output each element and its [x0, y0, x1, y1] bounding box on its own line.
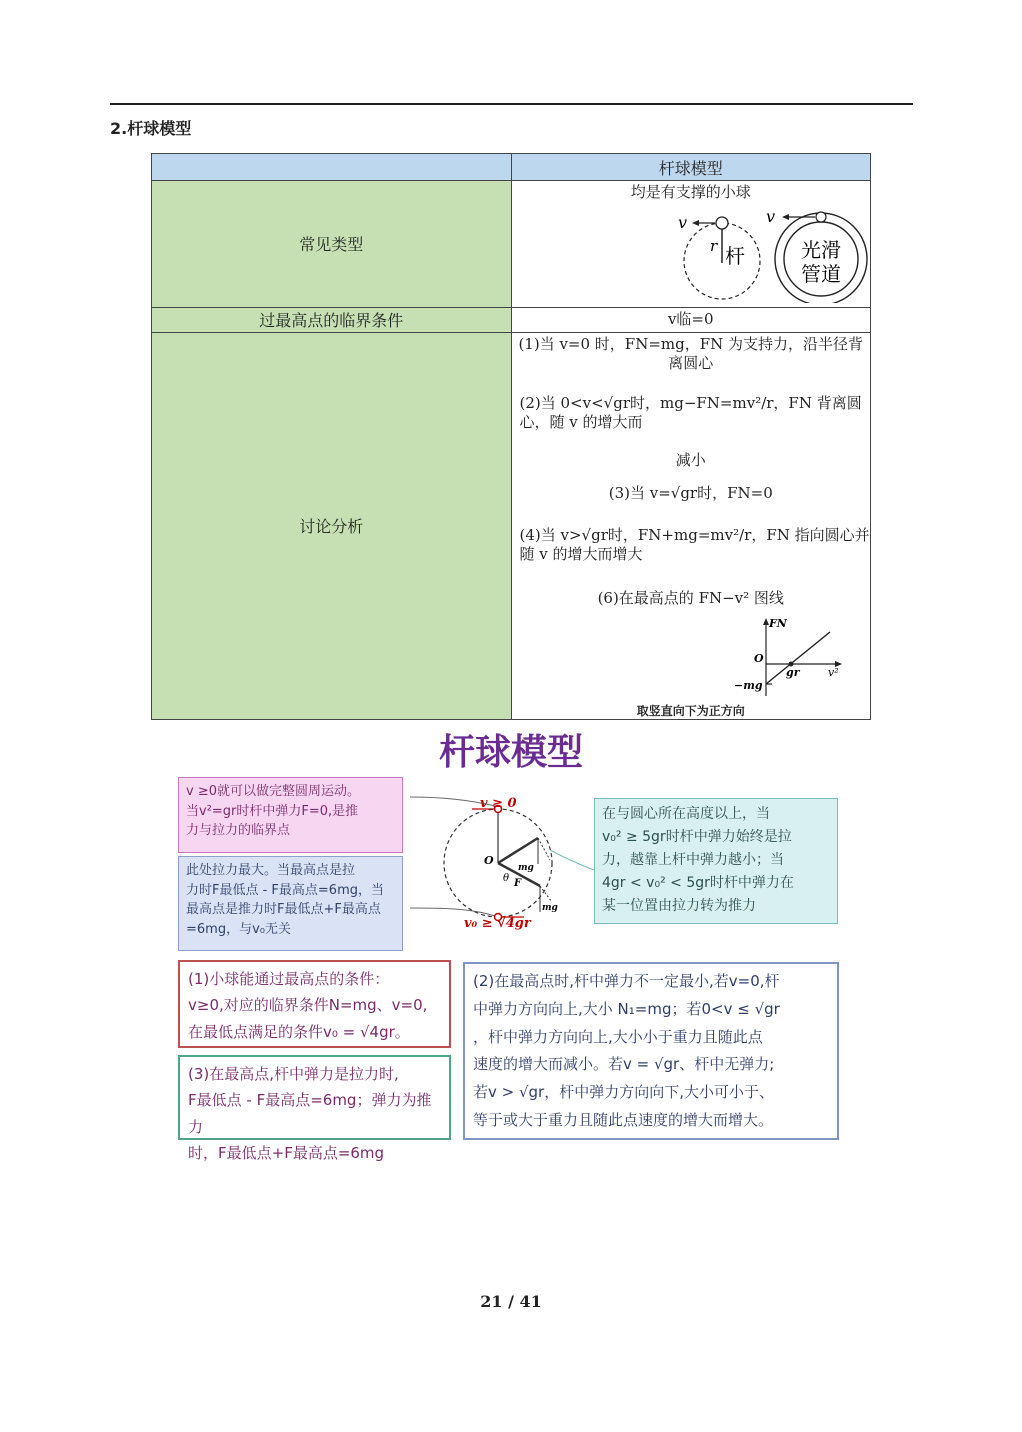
analysis-line-1: (1)当 v=0 时，FN=mg，FN 为支持力，沿半径背离圆心 [518, 334, 864, 372]
note-blue-line: 力时F最低点 - F最高点=6mg，当 [186, 882, 384, 898]
note-teal-line: v₀² ≥ 5gr时杆中弹力始终是拉 [602, 829, 792, 846]
analysis-line-5: (6)在最高点的 FN−v² 图线 [597, 588, 784, 607]
note-pink [178, 777, 403, 853]
rod-r-label: r [709, 236, 717, 255]
table-header: 杆球模型 [511, 154, 871, 181]
force-label: F [514, 878, 522, 889]
note-pink-line: 当v²=gr时杆中弹力F=0,是推 [186, 803, 359, 819]
pipe-word-1: 光滑 [800, 237, 841, 262]
note-blue-line: 此处拉力最大。当最高点是拉 [186, 863, 356, 878]
note-top-force [463, 962, 839, 1140]
analysis-cell [511, 332, 871, 720]
rod-ball [716, 217, 728, 229]
note-navy-line: 中弹力方向向上,大小 N₁=mg；若0<v ≤ √gr [473, 999, 780, 1018]
row-types-cell [511, 181, 871, 308]
force-dash-upper [538, 838, 550, 860]
rod-v-label: v [677, 212, 687, 232]
center-label: O [484, 854, 494, 867]
analysis-line-2: (2)当 0<v<√gr时，mg−FN=mv²/r，FN 背离圆心，随 v 的增大而 [519, 393, 862, 431]
theta-label: θ [503, 873, 510, 884]
pipe-word-2: 管道 [800, 261, 841, 286]
mg-label-upper: mg [518, 863, 534, 873]
note-navy-line: 等于或大于重力且随此点速度的增大而增大。 [473, 1110, 774, 1129]
force-dash-lower [540, 886, 552, 902]
analysis-line-3: (3)当 v=√gr时，FN=0 [608, 484, 773, 502]
note-teal-line: 某一位置由拉力转为推力 [602, 898, 756, 915]
pipe-arrowhead [782, 214, 789, 220]
types-figure [512, 203, 1022, 303]
graph-caption: 取竖直向下为正方向 [636, 704, 745, 718]
rod-upper [498, 838, 538, 863]
row-label-types: 常见类型 [152, 181, 512, 308]
graph-y-label: FN [768, 617, 787, 630]
section-title: 2.杆球模型 [110, 119, 192, 138]
graph-x-label: v² [827, 666, 839, 679]
analysis-line-4: (4)当 v>√gr时，FN+mg=mv²/r，FN 指向圆心并随 v 的增大而增大 [519, 525, 870, 563]
note-red-line: (1)小球能通过最高点的条件： [188, 970, 390, 988]
note-green-line: F最低点 - F最高点=6mg；弹力为推力 [188, 1091, 432, 1136]
table-header-left [152, 154, 512, 181]
row-label-analysis: 讨论分析 [152, 332, 512, 720]
note-pink-line: 力与拉力的临界点 [186, 823, 291, 838]
note-blue-line: 最高点是推力时F最低点+F最高点 [186, 902, 381, 917]
note-teal-line: 4gr < v₀² < 5gr时杆中弹力在 [602, 875, 794, 892]
note-teal-line: 在与圆心所在高度以上，当 [602, 806, 770, 822]
page-number: 21 / 41 [480, 1292, 542, 1311]
note-navy-line: 速度的增大而减小。若v = √gr、杆中无弹力; [473, 1055, 775, 1074]
note-teal [594, 798, 838, 924]
graph-gr-label: gr [785, 666, 799, 679]
note-red-line: 在最低点满足的条件v₀ = √4gr。 [188, 1022, 410, 1041]
mg-label-lower: mg [542, 903, 558, 913]
note-navy-line: 若v > √gr，杆中弹力方向向下,大小可小于、 [473, 1083, 774, 1101]
note-teal-line: 力，越靠上杆中弹力越小；当 [602, 852, 784, 869]
fn-v2-graph [512, 614, 1022, 700]
note-condition-top [178, 960, 451, 1048]
rod-arrowhead [692, 220, 699, 226]
top-speed-label: v ≥ 0 [480, 796, 517, 811]
graph-origin-label: O [753, 652, 764, 665]
infographic-title: 杆球模型 [438, 732, 583, 773]
note-red-line: v≥0,对应的临界条件N=mg、v=0, [188, 996, 428, 1015]
top-rule [110, 103, 913, 105]
circular-motion-diagram [400, 790, 600, 940]
note-navy-line: (2)在最高点时,杆中弹力不一定最小,若v=0,杆 [473, 972, 780, 990]
note-green-line: (3)在最高点,杆中弹力是拉力时, [188, 1065, 399, 1083]
teal-connector [550, 850, 594, 870]
analysis-line-2b: 减小 [675, 450, 706, 469]
note-navy-line: ，杆中弹力方向向上,大小小于重力且随此点 [473, 1027, 763, 1046]
note-pink-line: v ≥0就可以做完整圆周运动。 [186, 784, 360, 799]
bottom-speed-label: v₀ ≥ √4gr [464, 916, 531, 931]
note-blue-line: =6mg，与v₀无关 [186, 921, 291, 937]
row-label-critical: 过最高点的临界条件 [152, 307, 512, 332]
rod-ball-table [151, 153, 871, 720]
types-caption: 均是有支撑的小球 [630, 183, 751, 201]
pipe-v-label: v [765, 206, 775, 226]
note-blue [178, 856, 403, 951]
rod-word: 杆 [724, 243, 745, 268]
note-green-line: 时，F最低点+F最高点=6mg [188, 1143, 385, 1162]
pipe-ball [816, 212, 826, 222]
critical-value: v临=0 [511, 307, 871, 332]
graph-neg-label: −mg [733, 679, 763, 692]
note-tension-top [178, 1055, 451, 1162]
